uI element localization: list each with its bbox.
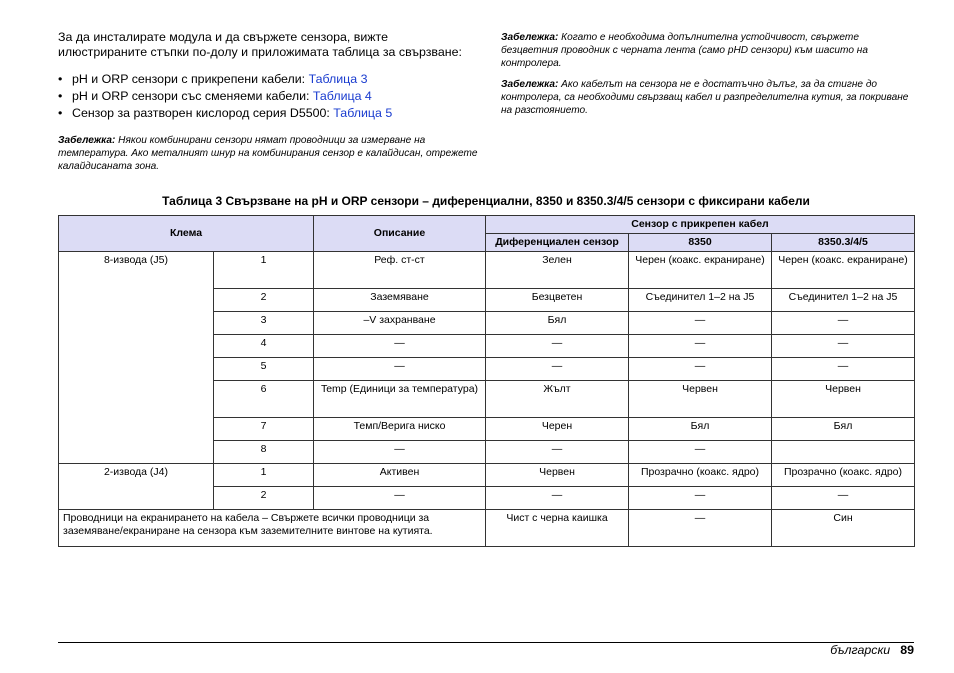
sensor-8350-cell: — (629, 441, 772, 464)
wiring-table (58, 215, 915, 547)
description-cell: Активен (314, 464, 486, 487)
differential-cell: Зелен (486, 252, 629, 289)
intro-paragraph: За да инсталирате модула и да свържете сензора, вижте илюстрираните стъпки по-долу и приложимата таблица за свързване: (58, 30, 462, 59)
footer-divider (58, 642, 914, 643)
differential-cell: Черен (486, 418, 629, 441)
pin-cell: 8 (214, 441, 314, 464)
list-item: • Сензор за разтворен кислород серия D5500: Таблица 5 (58, 106, 393, 120)
description-cell: Temp (Единици за температура) (314, 381, 486, 418)
sensor-8350x-cell: — (772, 335, 915, 358)
description-cell: Темп/Верига ниско (314, 418, 486, 441)
description-cell: Реф. ст-ст (314, 252, 486, 289)
bullet-icon: • (58, 106, 63, 120)
description-cell: –V захранване (314, 312, 486, 335)
differential-cell: — (486, 358, 629, 381)
differential-cell: Безцветен (486, 289, 629, 312)
sensor-8350x-cell: Черен (коакс. екраниране) (772, 252, 915, 289)
differential-cell: Бял (486, 312, 629, 335)
footer-language: български (830, 643, 891, 657)
sensor-8350-cell: Черен (коакс. екраниране) (629, 252, 772, 289)
page-number: 89 (900, 643, 914, 657)
description-cell: Заземяване (314, 289, 486, 312)
sensor-8350-cell: — (629, 487, 772, 510)
pin-cell: 5 (214, 358, 314, 381)
sensor-8350x-cell: — (772, 358, 915, 381)
sensor-8350x-cell: — (772, 487, 915, 510)
sensor-8350-cell: Бял (629, 418, 772, 441)
table-row (59, 510, 915, 547)
group-label: 2-извода (J4) (59, 464, 214, 510)
pin-cell: 3 (214, 312, 314, 335)
page-footer (830, 643, 914, 657)
table-reference-list (58, 71, 478, 122)
header-differential: Диференциален сензор (486, 234, 629, 252)
note-left: Забележка: Някои комбинирани сензори нямат проводници за измерване на температура. Ако металният шнур на комбинирания сензор е калайдисан, отрежете калайдисаната зона. (58, 135, 478, 172)
right-column (501, 31, 916, 117)
sensor-8350x-cell: Червен (772, 381, 915, 418)
description-cell: — (314, 358, 486, 381)
differential-cell: Червен (486, 464, 629, 487)
sensor-8350x-cell: Бял (772, 418, 915, 441)
sensor-8350-cell: — (629, 358, 772, 381)
shield-description-cell: Проводници на екранирането на кабела – Свържете всички проводници за заземяване/екраниране на сензора към заземителните винтове на кутията. (59, 510, 486, 547)
differential-cell: Жълт (486, 381, 629, 418)
sensor-8350x-cell: Син (772, 510, 915, 547)
description-cell: — (314, 441, 486, 464)
bullet-icon: • (58, 89, 63, 103)
sensor-8350x-cell: Прозрачно (коакс. ядро) (772, 464, 915, 487)
differential-cell: — (486, 441, 629, 464)
differential-cell: — (486, 335, 629, 358)
pin-cell: 2 (214, 487, 314, 510)
sensor-8350-cell: Прозрачно (коакс. ядро) (629, 464, 772, 487)
table-header-row (59, 216, 915, 234)
sensor-8350-cell: — (629, 510, 772, 547)
header-description: Описание (314, 216, 486, 252)
pin-cell: 4 (214, 335, 314, 358)
pin-cell: 1 (214, 252, 314, 289)
table-row (59, 464, 915, 487)
group-label: 8-извода (J5) (59, 252, 214, 464)
sensor-8350-cell: — (629, 335, 772, 358)
sensor-8350x-cell (772, 441, 915, 464)
table-title: Таблица 3 Свързване на pH и ORP сензори – диференциални, 8350 и 8350.3/4/5 сензори с фиксирани кабели (162, 194, 810, 208)
left-column (58, 30, 478, 173)
header-sensor-group: Сензор с прикрепен кабел (486, 216, 915, 234)
sensor-8350x-cell: — (772, 312, 915, 335)
sensor-8350x-cell: Съединител 1–2 на J5 (772, 289, 915, 312)
header-8350: 8350 (629, 234, 772, 252)
note-right-2: Забележка: Ако кабелът на сензора не е достатъчно дълъг, за да стигне до контролера, са необходими свързващ кабел и разпределителна кутия, за покриване на разстоянието. (501, 79, 909, 116)
pin-cell: 2 (214, 289, 314, 312)
table-row (59, 252, 915, 289)
link-table-5[interactable]: Таблица 5 (333, 106, 393, 120)
description-cell: — (314, 335, 486, 358)
link-table-4[interactable]: Таблица 4 (312, 89, 372, 103)
pin-cell: 6 (214, 381, 314, 418)
header-terminal: Клема (59, 216, 314, 252)
link-table-3[interactable]: Таблица 3 (308, 72, 368, 86)
list-item: • pH и ORP сензори със сменяеми кабели: Таблица 4 (58, 89, 372, 103)
description-cell: — (314, 487, 486, 510)
list-item: • pH и ORP сензори с прикрепени кабели: Таблица 3 (58, 72, 368, 86)
pin-cell: 1 (214, 464, 314, 487)
pin-cell: 7 (214, 418, 314, 441)
sensor-8350-cell: Съединител 1–2 на J5 (629, 289, 772, 312)
sensor-8350-cell: — (629, 312, 772, 335)
differential-cell: Чист с черна каишка (486, 510, 629, 547)
header-8350x: 8350.3/4/5 (772, 234, 915, 252)
differential-cell: — (486, 487, 629, 510)
note-right-1: Забележка: Когато е необходима допълнителна устойчивост, свържете безцветния проводник с черната лента (само pHD сензори) към шасито на контролера. (501, 32, 868, 69)
sensor-8350-cell: Червен (629, 381, 772, 418)
bullet-icon: • (58, 72, 63, 86)
